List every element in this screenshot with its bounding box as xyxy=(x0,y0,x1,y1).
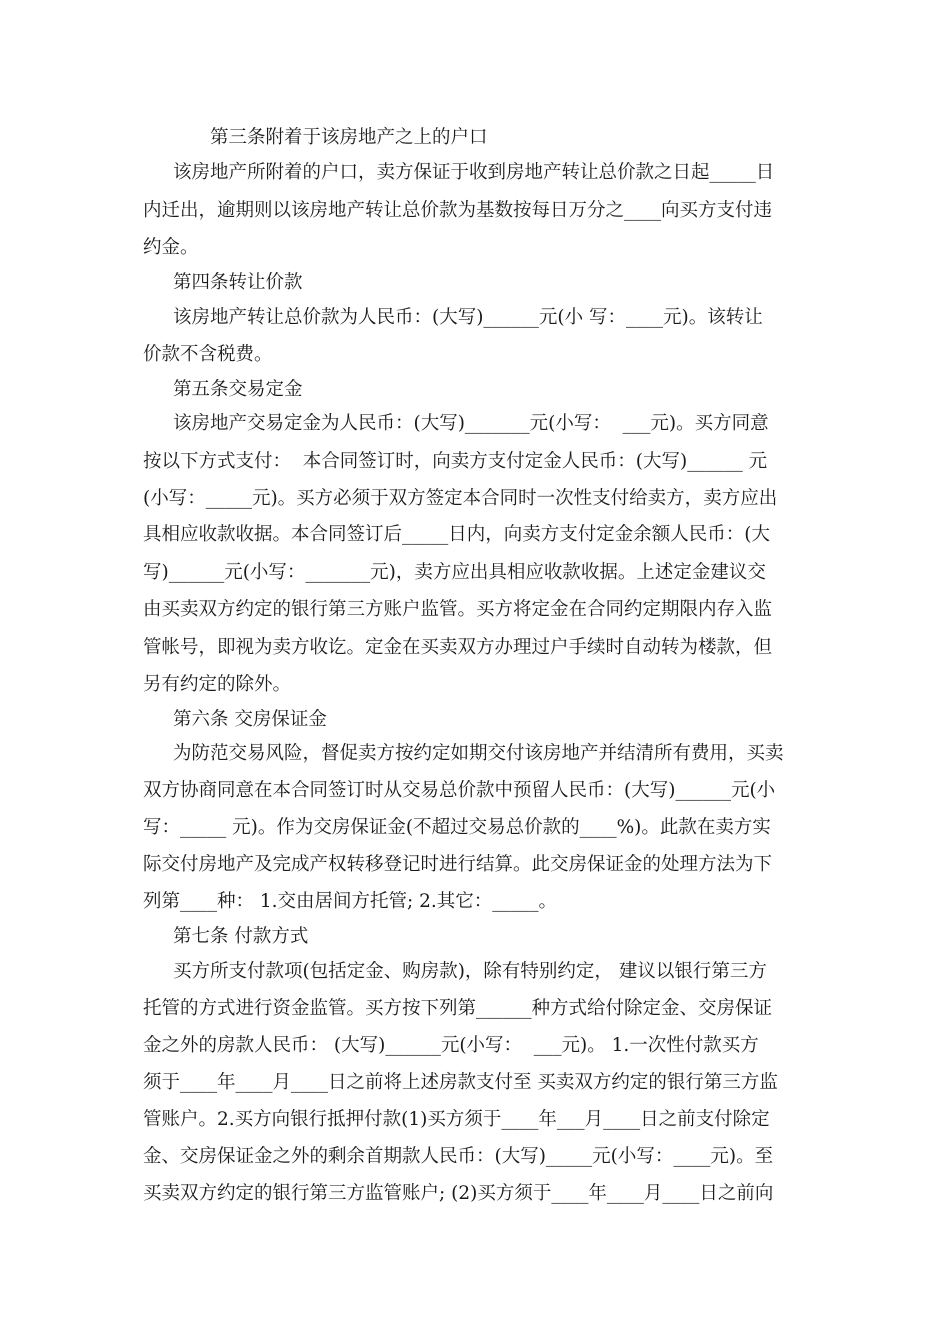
paragraph-line: 约金。 xyxy=(143,237,199,258)
paragraph-line: 写：_____ 元)。作为交房保证金(不超过交易总价款的____%)。此款在卖方实 xyxy=(143,817,771,838)
paragraph-line: 该房地产转让总价款为人民币：(大写)______元(小 写：____元)。该转让 xyxy=(173,307,763,328)
paragraph-line: 买卖双方约定的银行第三方监管账户; (2)买方须于____年____月____日之前向 xyxy=(143,1183,774,1204)
paragraph-line: 另有约定的除外。 xyxy=(143,674,292,695)
paragraph-line: 该房地产交易定金为人民币：(大写)_______元(小写： ___元)。买方同意 xyxy=(173,413,769,434)
paragraph-line: 买方所支付款项(包括定金、购房款)，除有特别约定， 建议以银行第三方 xyxy=(173,961,767,982)
paragraph-line: 际交付房地产及完成产权转移登记时进行结算。此交房保证金的处理方法为下 xyxy=(143,854,773,875)
paragraph-line: 具相应收款收据。本合同签订后_____日内，向卖方支付定金余额人民币：(大 xyxy=(143,524,770,545)
paragraph-line: 金、交房保证金之外的剩余首期款人民币：(大写)_____元(小写：____元)。至 xyxy=(143,1146,774,1167)
paragraph-line: 列第____种： 1.交由居间方托管; 2.其它：_____。 xyxy=(143,891,558,912)
paragraph-line: 价款不含税费。 xyxy=(143,344,273,365)
section-heading-4: 第四条转让价款 xyxy=(173,272,303,293)
paragraph-line: 须于____年____月____日之前将上述房款支付至 买卖双方约定的银行第三方监 xyxy=(143,1072,778,1093)
paragraph-line: 该房地产所附着的户口，卖方保证于收到房地产转让总价款之日起_____日 xyxy=(173,162,775,183)
paragraph-line: 由买卖双方约定的银行第三方账户监管。买方将定金在合同约定期限内存入监 xyxy=(143,599,773,620)
paragraph-line: 管帐号，即视为卖方收讫。定金在买卖双方办理过户手续时自动转为楼款，但 xyxy=(143,637,773,658)
paragraph-line: 按以下方式支付： 本合同签订时，向卖方支付定金人民币：(大写)______ 元 xyxy=(143,451,768,472)
paragraph-line: 管账户。2.买方向银行抵押付款(1)买方须于____年___月____日之前支付除定 xyxy=(143,1109,770,1130)
paragraph-line: (小写：_____元)。买方必须于双方签定本合同时一次性支付给卖方，卖方应出 xyxy=(143,488,778,509)
section-heading-7: 第七条 付款方式 xyxy=(173,926,309,947)
section-heading-3: 第三条附着于该房地产之上的户口 xyxy=(210,127,488,148)
paragraph-line: 写)______元(小写：_______元)，卖方应出具相应收款收据。上述定金建议交 xyxy=(143,562,766,583)
paragraph-line: 双方协商同意在本合同签订时从交易总价款中预留人民币：(大写)______元(小 xyxy=(143,780,776,801)
section-heading-6: 第六条 交房保证金 xyxy=(173,709,327,730)
paragraph-line: 内迁出，逾期则以该房地产转让总价款为基数按每日万分之____向买方支付违 xyxy=(143,200,773,221)
paragraph-line: 金之外的房款人民币： (大写)______元(小写： ___元)。 1.一次性付款买方 xyxy=(143,1035,759,1056)
section-heading-5: 第五条交易定金 xyxy=(173,379,303,400)
paragraph-line: 托管的方式进行资金监管。买方按下列第______种方式给付除定金、交房保证 xyxy=(143,998,773,1019)
paragraph-line: 为防范交易风险，督促卖方按约定如期交付该房地产并结清所有费用，买卖 xyxy=(173,743,784,764)
